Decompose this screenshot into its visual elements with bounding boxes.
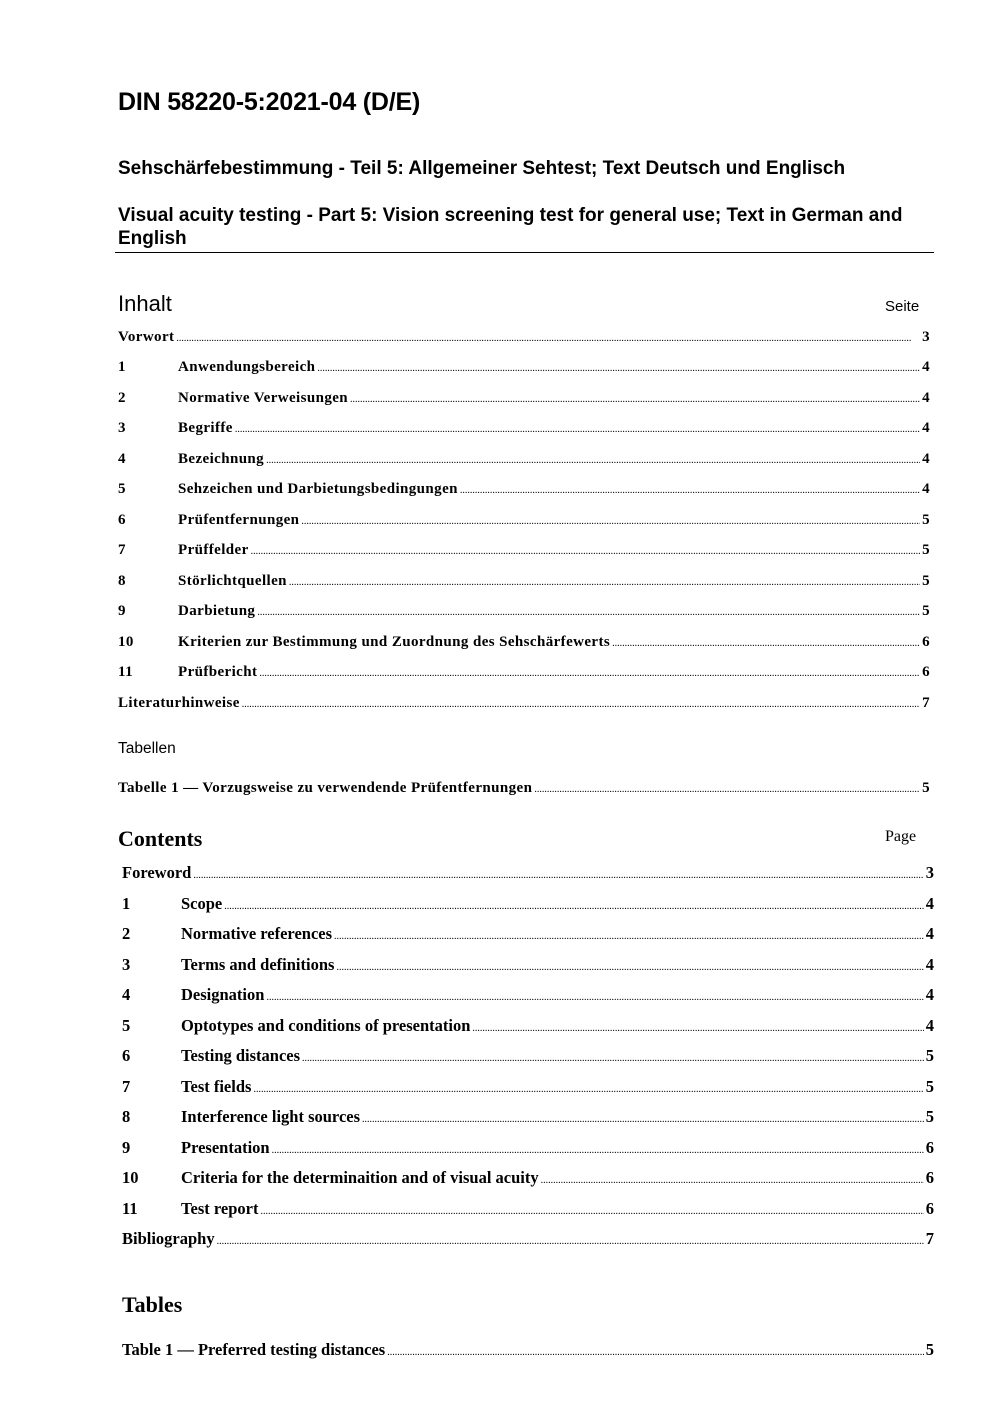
toc-entry-page: 4 xyxy=(925,894,934,913)
toc-entry[interactable] xyxy=(122,955,934,975)
dot-leader xyxy=(266,455,920,466)
toc-table-entry[interactable] xyxy=(122,1340,934,1360)
dot-leader xyxy=(176,333,920,344)
toc-entry-number: 7 xyxy=(122,1077,131,1096)
toc-entry-page: 4 xyxy=(922,420,930,436)
toc-entry-label: Vorwort xyxy=(118,329,175,345)
toc-entry-label: Terms and definitions xyxy=(181,955,335,974)
dot-leader xyxy=(317,363,920,374)
dot-leader xyxy=(302,1053,924,1064)
toc-entry-label: Tabelle 1 — Vorzugsweise zu verwendende Prüfentfernungen xyxy=(118,780,533,796)
toc-entry-number: 2 xyxy=(122,924,131,943)
toc-entry-label: Literaturhinweise xyxy=(118,695,240,711)
toc-entry[interactable] xyxy=(122,1138,934,1158)
dot-leader xyxy=(217,1236,924,1247)
toc-entry-number: 7 xyxy=(118,542,126,558)
dot-leader xyxy=(260,1206,923,1217)
toc-entry-page: 6 xyxy=(925,1168,934,1187)
toc-entry-page: 5 xyxy=(925,1077,934,1096)
toc-heading-de: Inhalt xyxy=(118,291,172,316)
toc-table-entry[interactable] xyxy=(118,780,930,797)
toc-entry-label: Interference light sources xyxy=(181,1107,361,1126)
toc-entry[interactable] xyxy=(122,1077,934,1097)
toc-page-label-de: Seite xyxy=(885,298,920,315)
toc-entry-page: 5 xyxy=(922,512,930,528)
toc-entry-page: 5 xyxy=(925,1340,934,1359)
toc-entry-page: 7 xyxy=(922,695,930,711)
tables-heading-en: Tables xyxy=(122,1292,183,1317)
toc-entry[interactable] xyxy=(118,420,930,437)
toc-entry-label: Presentation xyxy=(181,1138,270,1157)
toc-entry-number: 8 xyxy=(122,1107,131,1126)
toc-entry-number: 6 xyxy=(122,1046,131,1065)
toc-entry-label: Kriterien zur Bestimmung und Zuordnung des Sehschärfewerts xyxy=(178,634,611,650)
toc-entry-label: Prüfentfernungen xyxy=(178,512,300,528)
dot-leader xyxy=(242,699,920,710)
toc-entry-page: 3 xyxy=(922,329,930,345)
title-german: Sehschärfebestimmung - Teil 5: Allgemeiner Sehtest; Text Deutsch und Englisch xyxy=(118,158,846,179)
toc-entry-label: Optotypes and conditions of presentation xyxy=(181,1016,471,1035)
toc-entry-number: 4 xyxy=(118,451,126,467)
toc-entry-label: Störlichtquellen xyxy=(178,573,287,589)
toc-entry-page: 4 xyxy=(925,924,934,943)
dot-leader xyxy=(272,1145,924,1156)
toc-entry-label: Designation xyxy=(181,985,265,1004)
dot-leader xyxy=(334,931,924,942)
toc-entry-page: 4 xyxy=(922,451,930,467)
toc-entry[interactable] xyxy=(118,573,930,590)
toc-entry-number: 3 xyxy=(118,420,126,436)
toc-entry-page: 4 xyxy=(922,481,930,497)
toc-entry-number: 11 xyxy=(118,664,133,680)
toc-entry-number: 1 xyxy=(122,894,131,913)
toc-entry-page: 6 xyxy=(922,664,930,680)
toc-entry-number: 9 xyxy=(118,603,126,619)
toc-entry-label: Normative references xyxy=(181,924,333,943)
dot-leader xyxy=(253,1084,923,1095)
toc-entry-page: 5 xyxy=(922,780,930,796)
toc-entry[interactable] xyxy=(118,451,930,468)
toc-entry-number: 9 xyxy=(122,1138,131,1157)
toc-entry-page: 3 xyxy=(925,863,934,882)
toc-entry-label: Table 1 — Preferred testing distances xyxy=(122,1340,386,1359)
toc-entry[interactable] xyxy=(118,603,930,620)
toc-entry-label: Test report xyxy=(181,1199,259,1218)
toc-entry[interactable] xyxy=(122,985,934,1005)
toc-entry[interactable] xyxy=(118,542,930,559)
toc-entry-label: Prüfbericht xyxy=(178,664,258,680)
dot-leader xyxy=(460,485,920,496)
toc-entry-number: 1 xyxy=(118,359,126,375)
toc-entry-number: 6 xyxy=(118,512,126,528)
dot-leader xyxy=(257,607,920,618)
dot-leader xyxy=(266,992,923,1003)
toc-entry-page: 5 xyxy=(922,573,930,589)
toc-entry[interactable] xyxy=(122,1107,934,1127)
document-id: DIN 58220-5:2021-04 (D/E) xyxy=(118,88,421,116)
toc-entry-number: 2 xyxy=(118,390,126,406)
tables-heading-de: Tabellen xyxy=(118,740,176,757)
toc-entry[interactable] xyxy=(118,695,930,712)
toc-entry-label: Normative Verweisungen xyxy=(178,390,349,406)
toc-entry-label: Testing distances xyxy=(181,1046,301,1065)
dot-leader xyxy=(259,668,920,679)
dot-leader xyxy=(362,1114,924,1125)
title-english: Visual acuity testing - Part 5: Vision screening test for general use; Text in German and English xyxy=(118,205,903,249)
toc-entry[interactable] xyxy=(122,1168,934,1188)
toc-entry-label: Prüffelder xyxy=(178,542,249,558)
toc-entry[interactable] xyxy=(118,390,930,407)
dot-leader xyxy=(301,516,920,527)
toc-entry-page: 4 xyxy=(925,955,934,974)
toc-entry-label: Darbietung xyxy=(178,603,256,619)
toc-entry[interactable] xyxy=(118,481,930,498)
toc-entry[interactable] xyxy=(122,894,934,914)
dot-leader xyxy=(387,1347,924,1358)
toc-entry-page: 5 xyxy=(925,1046,934,1065)
toc-entry-label: Scope xyxy=(181,894,223,913)
toc-entry-number: 11 xyxy=(122,1199,138,1218)
toc-entry-label: Foreword xyxy=(122,863,192,882)
toc-entry-number: 10 xyxy=(122,1168,139,1187)
toc-entry-number: 5 xyxy=(118,481,126,497)
dot-leader xyxy=(235,424,920,435)
dot-leader xyxy=(541,1175,924,1186)
toc-entry[interactable] xyxy=(122,1046,934,1066)
dot-leader xyxy=(251,546,920,557)
toc-entry-page: 4 xyxy=(922,390,930,406)
toc-heading-en: Contents xyxy=(118,826,203,851)
toc-entry[interactable] xyxy=(122,1199,934,1219)
toc-entry[interactable] xyxy=(122,924,934,944)
toc-entry-page: 6 xyxy=(925,1138,934,1157)
toc-entry-page: 7 xyxy=(925,1229,934,1248)
toc-entry[interactable] xyxy=(122,863,934,883)
toc-entry-number: 10 xyxy=(118,634,134,650)
toc-entry[interactable] xyxy=(122,1016,934,1036)
dot-leader xyxy=(534,784,920,795)
toc-entry[interactable] xyxy=(118,634,930,651)
toc-entry-label: Begriffe xyxy=(178,420,233,436)
toc-entry-number: 3 xyxy=(122,955,131,974)
toc-entry[interactable] xyxy=(118,359,930,376)
toc-entry[interactable] xyxy=(118,664,930,681)
dot-leader xyxy=(472,1023,923,1034)
dot-leader xyxy=(224,901,924,912)
toc-page-label-en: Page xyxy=(885,828,917,845)
toc-entry[interactable] xyxy=(118,512,930,529)
toc-entry[interactable] xyxy=(118,329,930,346)
header-divider xyxy=(115,252,934,253)
dot-leader xyxy=(193,870,923,881)
toc-entry-label: Sehzeichen und Darbietungsbedingungen xyxy=(178,481,458,497)
toc-entry-number: 8 xyxy=(118,573,126,589)
toc-entry-label: Criteria for the determinaition and of visual acuity xyxy=(181,1168,539,1187)
dot-leader xyxy=(612,638,920,649)
toc-entry-page: 5 xyxy=(922,603,930,619)
toc-entry-page: 5 xyxy=(925,1107,934,1126)
toc-entry-page: 4 xyxy=(922,359,930,375)
toc-entry-label: Test fields xyxy=(181,1077,252,1096)
toc-entry-label: Bezeichnung xyxy=(178,451,265,467)
toc-entry-number: 5 xyxy=(122,1016,131,1035)
toc-entry-label: Anwendungsbereich xyxy=(178,359,316,375)
toc-entry-page: 6 xyxy=(925,1199,934,1218)
dot-leader xyxy=(350,394,920,405)
dot-leader xyxy=(289,577,920,588)
toc-entry-label: Bibliography xyxy=(122,1229,215,1248)
toc-entry-page: 6 xyxy=(922,634,930,650)
toc-entry[interactable] xyxy=(122,1229,934,1249)
toc-entry-page: 4 xyxy=(925,985,934,1004)
dot-leader xyxy=(336,962,923,973)
toc-entry-number: 4 xyxy=(122,985,131,1004)
toc-entry-page: 4 xyxy=(925,1016,934,1035)
toc-entry-page: 5 xyxy=(922,542,930,558)
